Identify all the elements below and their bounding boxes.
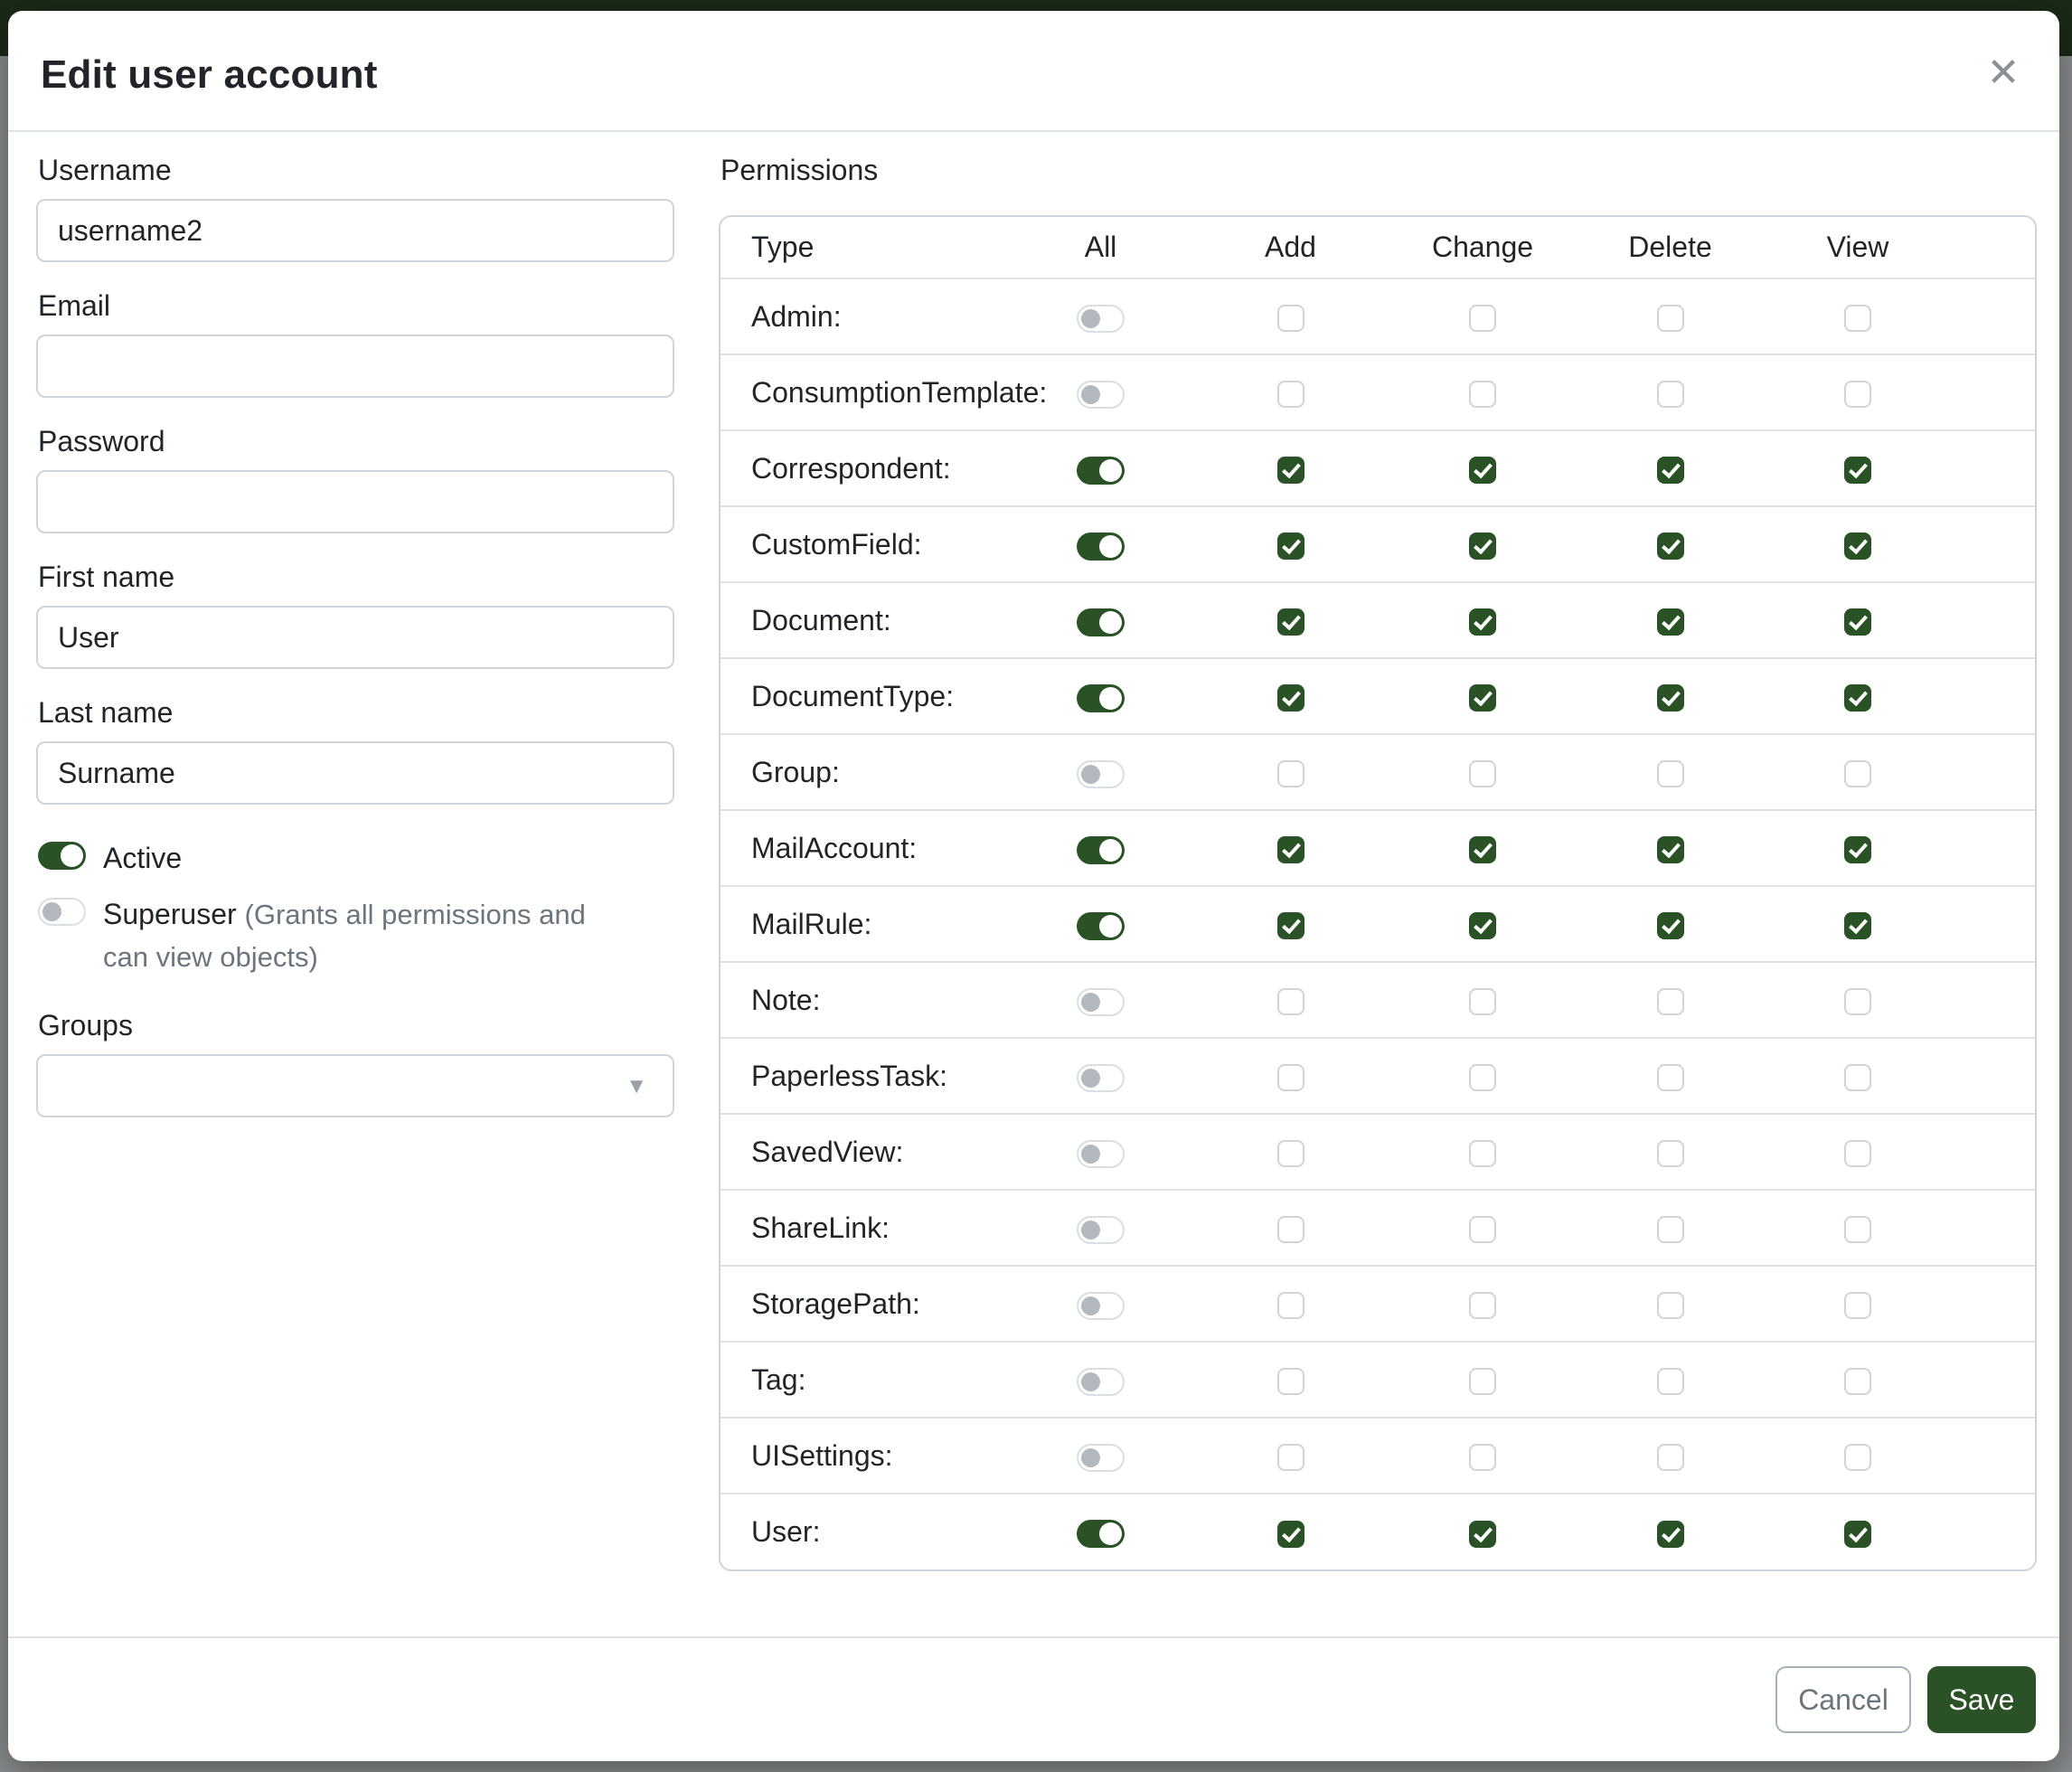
toggle-knob — [1099, 1522, 1122, 1545]
permission-view-checkbox[interactable] — [1844, 1521, 1871, 1548]
permission-view-checkbox[interactable] — [1844, 836, 1871, 863]
permission-change-checkbox[interactable] — [1469, 533, 1496, 560]
superuser-toggle[interactable] — [38, 898, 86, 926]
cell-change — [1388, 1190, 1578, 1266]
email-group — [36, 287, 674, 398]
permission-row-paperlesstask — [720, 1038, 2035, 1114]
cell-add — [1193, 1114, 1388, 1190]
cell-change — [1388, 430, 1578, 506]
cell-add — [1193, 582, 1388, 658]
last-name-label: Last name — [38, 696, 174, 729]
cell-all — [1008, 734, 1193, 810]
cell-all — [1008, 506, 1193, 582]
permission-type-label: Document: — [720, 582, 1008, 658]
permission-row-mailrule — [720, 886, 2035, 962]
permission-type-label: DocumentType: — [720, 658, 1008, 734]
cell-spacer — [1953, 810, 2035, 886]
save-button-label: Save — [1948, 1682, 2015, 1716]
permission-delete-checkbox[interactable] — [1657, 305, 1684, 332]
permission-type-label: SavedView: — [720, 1114, 1008, 1190]
cell-spacer — [1953, 354, 2035, 430]
cell-spacer — [1953, 278, 2035, 354]
cell-delete — [1578, 506, 1763, 582]
permission-change-checkbox[interactable] — [1469, 1140, 1496, 1167]
permission-delete-checkbox[interactable] — [1657, 1444, 1684, 1471]
cell-add — [1193, 1190, 1388, 1266]
permission-add-checkbox[interactable] — [1277, 836, 1304, 863]
cell-delete — [1578, 1494, 1763, 1569]
cell-delete — [1578, 886, 1763, 962]
user-form — [36, 152, 674, 1143]
toggle-knob — [1081, 1372, 1100, 1391]
cell-change — [1388, 658, 1578, 734]
permission-row-note — [720, 962, 2035, 1038]
permission-change-checkbox[interactable] — [1469, 988, 1496, 1015]
permission-type-label: MailRule: — [720, 886, 1008, 962]
cell-add — [1193, 354, 1388, 430]
permission-view-checkbox[interactable] — [1844, 1140, 1871, 1167]
permissions-section — [719, 152, 2037, 1571]
permission-delete-checkbox[interactable] — [1657, 836, 1684, 863]
permission-row-customfield — [720, 506, 2035, 582]
permission-row-admin — [720, 278, 2035, 354]
password-input[interactable] — [36, 470, 674, 533]
permission-view-checkbox[interactable] — [1844, 988, 1871, 1015]
permission-all-toggle[interactable] — [1077, 836, 1125, 864]
permission-type-label: Note: — [720, 962, 1008, 1038]
cell-change — [1388, 810, 1578, 886]
permissions-header-row — [720, 217, 2035, 278]
cell-add — [1193, 810, 1388, 886]
cell-spacer — [1953, 1114, 2035, 1190]
permission-change-checkbox[interactable] — [1469, 760, 1496, 787]
cell-change — [1388, 1418, 1578, 1494]
permission-all-toggle[interactable] — [1077, 1216, 1125, 1244]
column-header-add: Add — [1265, 231, 1316, 263]
permission-change-checkbox[interactable] — [1469, 1521, 1496, 1548]
toggle-knob — [1099, 535, 1122, 558]
close-button[interactable] — [1971, 43, 2036, 103]
cell-add — [1193, 658, 1388, 734]
cell-all — [1008, 1418, 1193, 1494]
cell-spacer — [1953, 1190, 2035, 1266]
permission-view-checkbox[interactable] — [1844, 1444, 1871, 1471]
permission-type-label: StoragePath: — [720, 1266, 1008, 1342]
cell-delete — [1578, 1342, 1763, 1418]
permission-row-correspondent — [720, 430, 2035, 506]
permission-view-checkbox[interactable] — [1844, 1064, 1871, 1091]
cancel-button[interactable] — [1775, 1666, 1911, 1733]
cell-change — [1388, 1494, 1578, 1569]
permission-change-checkbox[interactable] — [1469, 608, 1496, 636]
cell-all — [1008, 1114, 1193, 1190]
cell-delete — [1578, 582, 1763, 658]
cell-delete — [1578, 962, 1763, 1038]
edit-user-modal — [8, 11, 2059, 1761]
permission-add-checkbox[interactable] — [1277, 988, 1304, 1015]
permission-change-checkbox[interactable] — [1469, 1444, 1496, 1471]
cell-change — [1388, 886, 1578, 962]
cell-spacer — [1953, 1418, 2035, 1494]
permission-delete-checkbox[interactable] — [1657, 608, 1684, 636]
permission-type-label: ShareLink: — [720, 1190, 1008, 1266]
permission-delete-checkbox[interactable] — [1657, 1140, 1684, 1167]
permission-row-savedview — [720, 1114, 2035, 1190]
cell-change — [1388, 278, 1578, 354]
cell-view — [1763, 278, 1953, 354]
cell-add — [1193, 734, 1388, 810]
permissions-label: Permissions — [720, 154, 879, 186]
permission-view-checkbox[interactable] — [1844, 760, 1871, 787]
permission-type-label: Group: — [720, 734, 1008, 810]
cell-delete — [1578, 810, 1763, 886]
cell-view — [1763, 354, 1953, 430]
cell-view — [1763, 1038, 1953, 1114]
permission-all-toggle[interactable] — [1077, 684, 1125, 712]
superuser-label: Superuser — [103, 898, 237, 930]
first-name-group — [36, 559, 674, 669]
cell-view — [1763, 1494, 1953, 1569]
cell-change — [1388, 1114, 1578, 1190]
permission-view-checkbox[interactable] — [1844, 684, 1871, 712]
permission-view-checkbox[interactable] — [1844, 608, 1871, 636]
groups-label: Groups — [38, 1009, 133, 1042]
permission-change-checkbox[interactable] — [1469, 912, 1496, 939]
password-group — [36, 423, 674, 533]
permission-view-checkbox[interactable] — [1844, 912, 1871, 939]
cell-all — [1008, 810, 1193, 886]
permission-delete-checkbox[interactable] — [1657, 684, 1684, 712]
superuser-row — [38, 893, 674, 978]
permission-add-checkbox[interactable] — [1277, 608, 1304, 636]
permission-type-label: PaperlessTask: — [720, 1038, 1008, 1114]
permission-change-checkbox[interactable] — [1469, 457, 1496, 484]
cell-add — [1193, 1418, 1388, 1494]
permission-row-storagepath — [720, 1266, 2035, 1342]
permission-delete-checkbox[interactable] — [1657, 1368, 1684, 1395]
first-name-input[interactable] — [36, 606, 674, 669]
permission-delete-checkbox[interactable] — [1657, 760, 1684, 787]
permission-all-toggle[interactable] — [1077, 1064, 1125, 1092]
cell-view — [1763, 1342, 1953, 1418]
permission-add-checkbox[interactable] — [1277, 1521, 1304, 1548]
permission-type-label: ConsumptionTemplate: — [720, 354, 1008, 430]
cell-all — [1008, 430, 1193, 506]
toggle-knob — [1081, 1069, 1100, 1088]
cell-view — [1763, 1418, 1953, 1494]
permission-delete-checkbox[interactable] — [1657, 988, 1684, 1015]
permission-all-toggle[interactable] — [1077, 912, 1125, 940]
cell-change — [1388, 582, 1578, 658]
permission-view-checkbox[interactable] — [1844, 457, 1871, 484]
permission-all-toggle[interactable] — [1077, 608, 1125, 636]
cell-delete — [1578, 734, 1763, 810]
permission-view-checkbox[interactable] — [1844, 305, 1871, 332]
cell-spacer — [1953, 1494, 2035, 1569]
cell-all — [1008, 658, 1193, 734]
permission-all-toggle[interactable] — [1077, 1140, 1125, 1168]
permission-row-user — [720, 1494, 2035, 1569]
cell-delete — [1578, 278, 1763, 354]
cell-add — [1193, 962, 1388, 1038]
permission-delete-checkbox[interactable] — [1657, 1292, 1684, 1319]
permission-delete-checkbox[interactable] — [1657, 1216, 1684, 1243]
cell-view — [1763, 962, 1953, 1038]
cell-add — [1193, 1266, 1388, 1342]
groups-select[interactable] — [36, 1054, 674, 1117]
cell-view — [1763, 658, 1953, 734]
cell-all — [1008, 1342, 1193, 1418]
toggle-knob — [1081, 309, 1100, 328]
cell-view — [1763, 810, 1953, 886]
permission-change-checkbox[interactable] — [1469, 1292, 1496, 1319]
toggle-knob — [1099, 915, 1122, 938]
toggle-knob — [42, 902, 61, 921]
cell-delete — [1578, 1266, 1763, 1342]
cell-add — [1193, 506, 1388, 582]
permission-row-documenttype — [720, 658, 2035, 734]
permission-all-toggle[interactable] — [1077, 988, 1125, 1016]
permission-change-checkbox[interactable] — [1469, 305, 1496, 332]
cell-view — [1763, 1190, 1953, 1266]
cell-add — [1193, 886, 1388, 962]
email-input[interactable] — [36, 335, 674, 398]
column-header-delete: Delete — [1628, 231, 1712, 263]
permission-delete-checkbox[interactable] — [1657, 381, 1684, 408]
cell-delete — [1578, 354, 1763, 430]
permission-row-consumptiontemplate — [720, 354, 2035, 430]
permission-add-checkbox[interactable] — [1277, 684, 1304, 712]
permission-type-label: MailAccount: — [720, 810, 1008, 886]
permission-add-checkbox[interactable] — [1277, 533, 1304, 560]
modal-title: Edit user account — [41, 52, 378, 97]
permission-view-checkbox[interactable] — [1844, 1368, 1871, 1395]
cancel-button-label: Cancel — [1798, 1682, 1888, 1716]
permission-view-checkbox[interactable] — [1844, 381, 1871, 408]
active-row — [38, 837, 674, 879]
toggle-knob — [1081, 1296, 1100, 1315]
permission-add-checkbox[interactable] — [1277, 381, 1304, 408]
active-label: Active — [103, 842, 183, 874]
cell-add — [1193, 1342, 1388, 1418]
toggle-knob — [1099, 839, 1122, 862]
cell-spacer — [1953, 658, 2035, 734]
cell-change — [1388, 1266, 1578, 1342]
permission-view-checkbox[interactable] — [1844, 1216, 1871, 1243]
permission-add-checkbox[interactable] — [1277, 1444, 1304, 1471]
cell-delete — [1578, 1190, 1763, 1266]
permission-row-document — [720, 582, 2035, 658]
permission-all-toggle[interactable] — [1077, 1444, 1125, 1472]
cell-change — [1388, 734, 1578, 810]
permission-view-checkbox[interactable] — [1844, 1292, 1871, 1319]
toggle-knob — [1081, 385, 1100, 404]
groups-group — [36, 1007, 674, 1117]
permission-add-checkbox[interactable] — [1277, 1064, 1304, 1091]
permission-row-group — [720, 734, 2035, 810]
permission-all-toggle[interactable] — [1077, 457, 1125, 485]
cell-view — [1763, 1114, 1953, 1190]
cell-delete — [1578, 1114, 1763, 1190]
cell-add — [1193, 278, 1388, 354]
permission-change-checkbox[interactable] — [1469, 684, 1496, 712]
cell-delete — [1578, 1418, 1763, 1494]
permissions-table — [719, 215, 2037, 1571]
last-name-input[interactable] — [36, 741, 674, 805]
permission-add-checkbox[interactable] — [1277, 1140, 1304, 1167]
cell-spacer — [1953, 1342, 2035, 1418]
cell-all — [1008, 278, 1193, 354]
cell-view — [1763, 430, 1953, 506]
cell-all — [1008, 1038, 1193, 1114]
permission-type-label: Correspondent: — [720, 430, 1008, 506]
permission-all-toggle[interactable] — [1077, 760, 1125, 788]
username-input[interactable] — [36, 199, 674, 262]
permission-change-checkbox[interactable] — [1469, 1064, 1496, 1091]
save-button[interactable] — [1927, 1666, 2036, 1733]
permission-row-uisettings — [720, 1418, 2035, 1494]
cell-view — [1763, 582, 1953, 658]
column-header-type: Type — [751, 231, 815, 263]
toggle-knob — [1081, 1448, 1100, 1467]
permission-view-checkbox[interactable] — [1844, 533, 1871, 560]
cell-all — [1008, 1190, 1193, 1266]
permission-add-checkbox[interactable] — [1277, 305, 1304, 332]
toggle-knob — [1099, 459, 1122, 482]
last-name-group — [36, 694, 674, 805]
cell-spacer — [1953, 886, 2035, 962]
toggle-knob — [61, 844, 83, 867]
toggle-knob — [1099, 687, 1122, 710]
permission-delete-checkbox[interactable] — [1657, 1521, 1684, 1548]
cell-spacer — [1953, 506, 2035, 582]
username-label: Username — [38, 154, 172, 186]
cell-all — [1008, 582, 1193, 658]
chevron-down-icon: ▼ — [626, 1074, 647, 1098]
cell-delete — [1578, 430, 1763, 506]
cell-spacer — [1953, 430, 2035, 506]
cell-delete — [1578, 1038, 1763, 1114]
cell-spacer — [1953, 962, 2035, 1038]
permission-add-checkbox[interactable] — [1277, 457, 1304, 484]
superuser-hint: (Grants all permissions and can view objects) — [103, 899, 586, 973]
permission-row-mailaccount — [720, 810, 2035, 886]
cell-spacer — [1953, 1038, 2035, 1114]
permission-type-label: UISettings: — [720, 1418, 1008, 1494]
cell-all — [1008, 886, 1193, 962]
cell-change — [1388, 354, 1578, 430]
permission-type-label: Tag: — [720, 1342, 1008, 1418]
toggle-knob — [1081, 1145, 1100, 1164]
column-header-all: All — [1084, 231, 1117, 263]
permission-delete-checkbox[interactable] — [1657, 1064, 1684, 1091]
permission-add-checkbox[interactable] — [1277, 1216, 1304, 1243]
permission-delete-checkbox[interactable] — [1657, 533, 1684, 560]
permission-all-toggle[interactable] — [1077, 1368, 1125, 1396]
cell-change — [1388, 506, 1578, 582]
cell-delete — [1578, 658, 1763, 734]
permission-delete-checkbox[interactable] — [1657, 457, 1684, 484]
permission-change-checkbox[interactable] — [1469, 836, 1496, 863]
cell-view — [1763, 886, 1953, 962]
column-header-view: View — [1826, 231, 1889, 263]
permission-add-checkbox[interactable] — [1277, 760, 1304, 787]
first-name-label: First name — [38, 561, 175, 593]
permission-type-label: CustomField: — [720, 506, 1008, 582]
permission-all-toggle[interactable] — [1077, 533, 1125, 561]
username-group — [36, 152, 674, 262]
cell-spacer — [1953, 734, 2035, 810]
permission-add-checkbox[interactable] — [1277, 1292, 1304, 1319]
permission-add-checkbox[interactable] — [1277, 1368, 1304, 1395]
cell-change — [1388, 1038, 1578, 1114]
close-icon: ✕ — [1986, 51, 2020, 95]
toggle-knob — [1081, 765, 1100, 784]
cell-add — [1193, 1494, 1388, 1569]
modal-header — [8, 11, 2059, 132]
permissions-table-body — [720, 278, 2035, 1569]
cell-add — [1193, 1038, 1388, 1114]
password-label: Password — [38, 425, 165, 457]
permission-row-sharelink — [720, 1190, 2035, 1266]
permission-delete-checkbox[interactable] — [1657, 912, 1684, 939]
permission-row-tag — [720, 1342, 2035, 1418]
cell-view — [1763, 734, 1953, 810]
column-spacer — [1953, 217, 2035, 278]
modal-footer — [8, 1636, 2059, 1761]
cell-spacer — [1953, 582, 2035, 658]
permission-add-checkbox[interactable] — [1277, 912, 1304, 939]
permission-change-checkbox[interactable] — [1469, 1368, 1496, 1395]
cell-change — [1388, 962, 1578, 1038]
column-header-change: Change — [1431, 231, 1534, 263]
permission-all-toggle[interactable] — [1077, 1520, 1125, 1548]
permission-change-checkbox[interactable] — [1469, 1216, 1496, 1243]
cell-add — [1193, 430, 1388, 506]
cell-spacer — [1953, 1266, 2035, 1342]
toggle-knob — [1081, 1221, 1100, 1239]
toggle-knob — [1081, 993, 1100, 1012]
permission-change-checkbox[interactable] — [1469, 381, 1496, 408]
cell-all — [1008, 1494, 1193, 1569]
permission-type-label: User: — [720, 1494, 1008, 1569]
cell-view — [1763, 1266, 1953, 1342]
cell-change — [1388, 1342, 1578, 1418]
cell-all — [1008, 962, 1193, 1038]
permission-type-label: Admin: — [720, 278, 1008, 354]
active-toggle[interactable] — [38, 842, 86, 870]
cell-all — [1008, 1266, 1193, 1342]
permission-all-toggle[interactable] — [1077, 305, 1125, 333]
toggle-knob — [1099, 611, 1122, 634]
permission-all-toggle[interactable] — [1077, 1292, 1125, 1320]
permission-all-toggle[interactable] — [1077, 381, 1125, 409]
email-label: Email — [38, 289, 111, 322]
cell-view — [1763, 506, 1953, 582]
